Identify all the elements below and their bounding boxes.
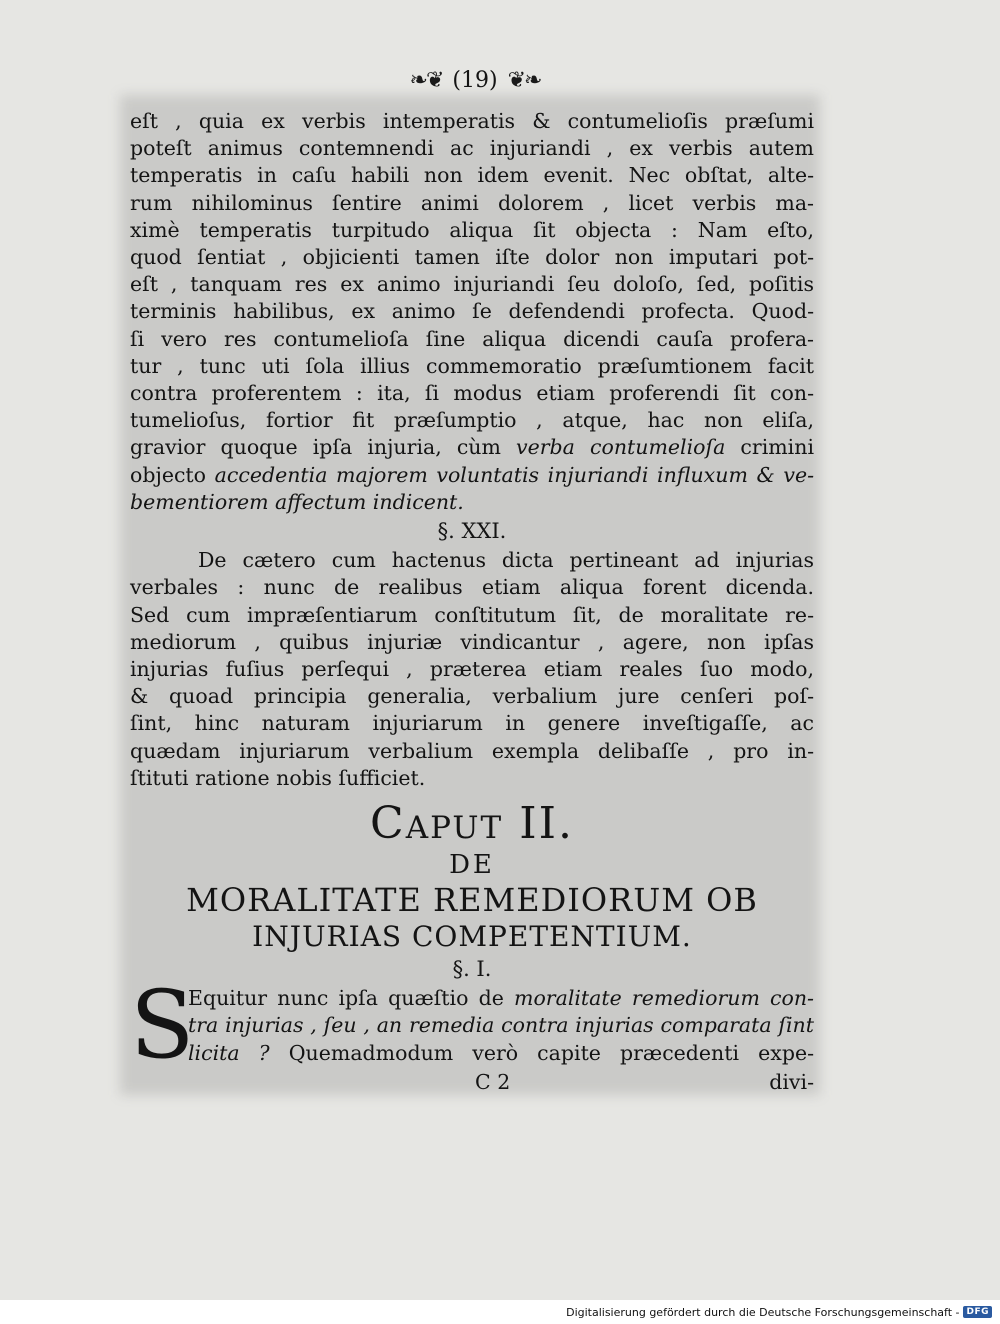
text-line: contra proferentem : ita, ſi modus etiam proferendi ſit con- (130, 381, 814, 406)
italic-span: bementiorem affectum indicent. (130, 489, 464, 514)
italic-span: moralitate remediorum con- (514, 986, 814, 1011)
paragraph-3-line (188, 985, 814, 1012)
text-line: temperatis in caſu habili non idem evenit. Nec obſtat, alte- (130, 163, 814, 188)
right-ornament: ❦❧ (507, 67, 541, 93)
text-line: rum nihilominus ſentire animi dolorem , licet verbis ma- (130, 190, 814, 215)
text-line: & quoad principia generalia, verbalium jure cenſeri poſ- (130, 684, 814, 709)
text-span: crimini (725, 435, 814, 460)
chapter-subtitle-line-1: MORALITATE REMEDIORUM OB (186, 881, 758, 920)
text-span: Quemadmodum verò capite præcedenti expe- (269, 1040, 814, 1065)
text-line: De cætero cum hactenus dicta pertineant ad injurias (198, 548, 814, 573)
text-span: Equitur nunc ipſa quæſtio de (188, 986, 515, 1011)
text-line: quod ſentiat , objicienti tamen iſte dolor non imputari pot- (130, 245, 814, 270)
credit-text: Digitalisierung gefördert durch die Deutsche Forschungsgemeinschaft - (566, 1305, 960, 1319)
section-heading-xxi: §. XXI. (437, 519, 507, 544)
paragraph-1 (130, 108, 814, 434)
credit-bar (0, 1300, 1000, 1324)
text-line: eſt , tanquam res ex animo injuriandi ſeu doloſo, ſed, poſitis (130, 272, 814, 297)
section-heading-i: §. I. (452, 957, 492, 982)
text-line: ſi vero res contumelioſa ſine aliqua dicendi cauſa profera- (130, 326, 814, 351)
text-line: ſint, hinc naturam injuriarum in genere inveſtigaſſe, ac (130, 711, 814, 736)
text-span: gravior quoque ipſa injuria, cùm (130, 435, 517, 460)
text-line: tur , tunc uti ſola illius commemoratio præſumtionem facit (130, 353, 814, 378)
drop-cap: S (130, 971, 195, 1081)
paragraph-2 (130, 547, 814, 792)
paragraph-1-line (130, 462, 814, 489)
dfg-logo: DFG (963, 1306, 992, 1318)
italic-span: accedentia majorem voluntatis injuriandi influxum & ve- (214, 462, 814, 487)
body-text (130, 108, 814, 1096)
text-line: tumelioſus, fortior fit præſumptio , atque, hac non eliſa, (130, 408, 814, 433)
text-line: Sed cum impræſentiarum conſtitutum ſit, de moralitate re- (130, 602, 814, 627)
catchword: divi- (769, 1069, 814, 1094)
text-span: objecto (130, 462, 215, 487)
chapter-de: DE (449, 850, 495, 881)
page-header (385, 62, 565, 98)
italic-span: verba contumelioſa (516, 435, 726, 460)
paragraph-3-line (188, 1012, 814, 1039)
chapter-subtitle-line-2: INJURIAS COMPETENTIUM. (252, 920, 692, 954)
text-line: poteſt animus contemnendi ac injuriandi , ex verbis autem (130, 136, 814, 161)
left-ornament: ❧❦ (409, 67, 443, 93)
paragraph-3-line (188, 1040, 814, 1067)
text-line: mediorum , quibus injuriæ vindicantur , agere, non ipſas (130, 629, 814, 654)
italic-span: tra injurias , ſeu , an remedia contra injurias comparata ſint (188, 1013, 814, 1038)
paragraph-1-line (130, 434, 814, 461)
text-line: ſtituti ratione nobis ſufficiet. (130, 765, 426, 790)
chapter-title: Caput II. (370, 798, 574, 850)
italic-span: licita ? (188, 1040, 270, 1065)
text-line: eſt , quia ex verbis intemperatis & contumelioſis præſumi (130, 109, 814, 133)
signature-mark: C 2 (475, 1069, 511, 1094)
text-line: ximè temperatis turpitudo aliqua ſit objecta : Nam eſto, (130, 217, 814, 242)
page-number: (19) (452, 67, 498, 93)
text-line: injurias fuſius perſequi , præterea etiam reales ſuo modo, (130, 657, 814, 682)
page-footer (130, 1069, 814, 1096)
text-line: verbales : nunc de realibus etiam aliqua forent dicenda. (130, 575, 814, 600)
paragraph-3 (130, 971, 814, 1081)
paragraph-1-line (130, 489, 814, 516)
text-line: quædam injuriarum verbalium exempla delibaſſe , pro in- (130, 738, 814, 763)
text-line: terminis habilibus, ex animo ſe defendendi profecta. Quod- (130, 299, 814, 324)
